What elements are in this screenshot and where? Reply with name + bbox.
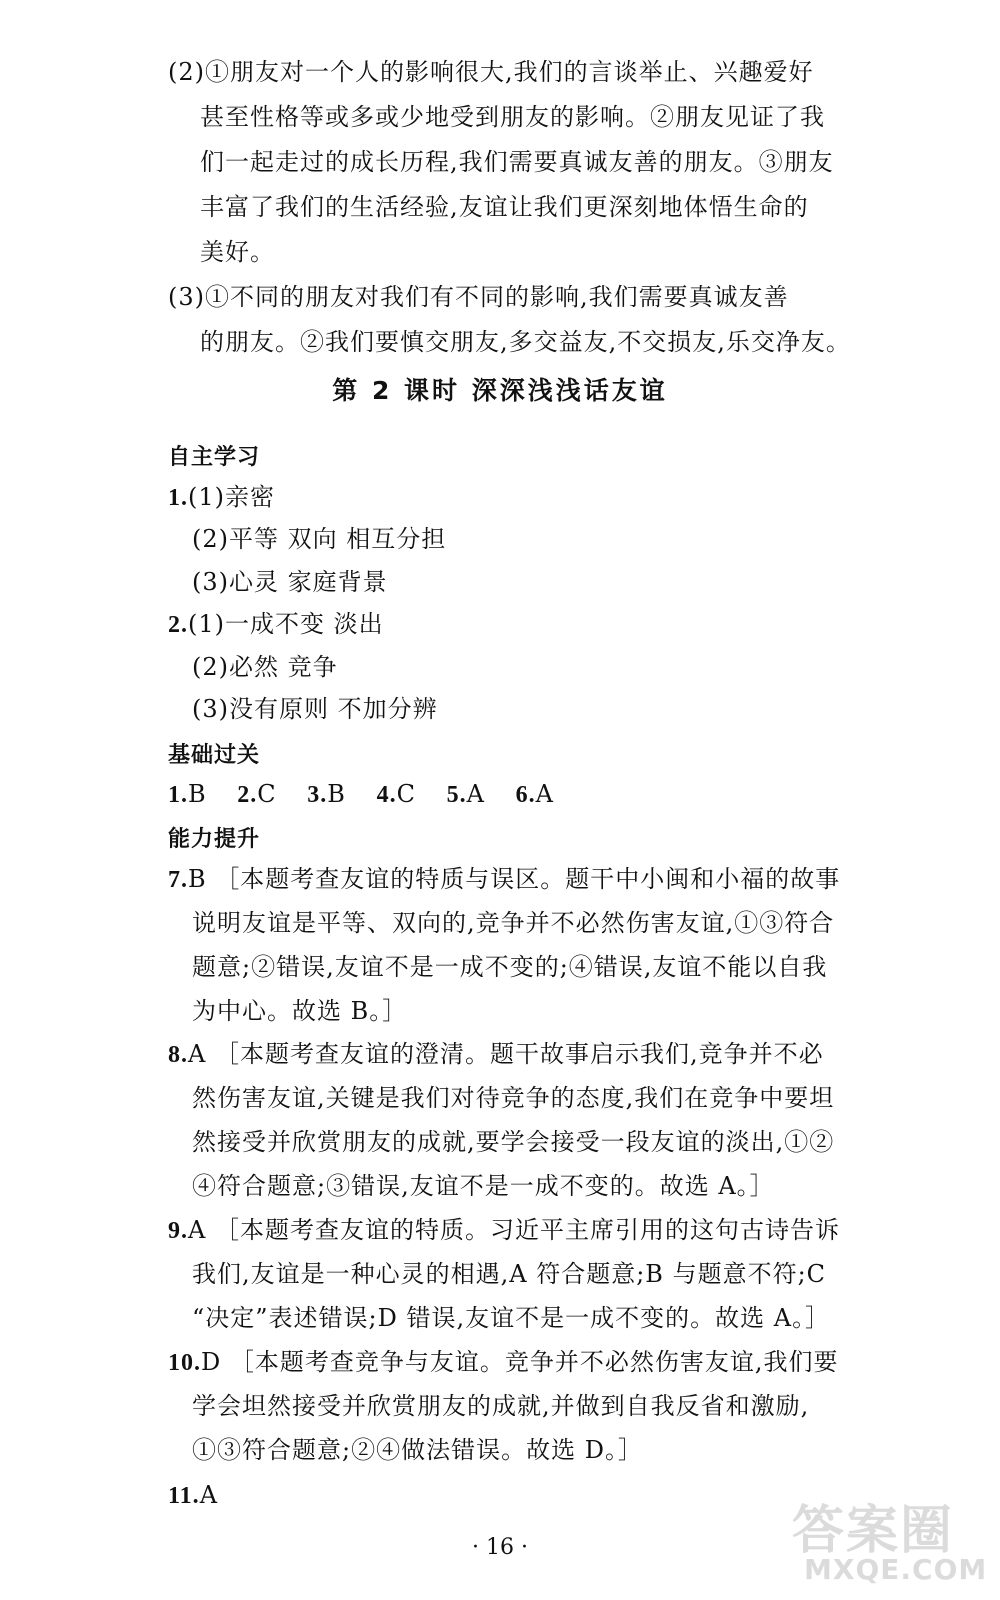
text-line: 丰富了我们的生活经验,友谊让我们更深刻地体悟生命的 xyxy=(200,193,809,221)
answer-item: 6.A xyxy=(515,780,554,808)
question-11 xyxy=(168,1478,218,1513)
question-9 xyxy=(168,1213,840,1248)
answer-text: (1)一成不变 淡出 xyxy=(188,610,384,638)
question-8 xyxy=(168,1037,824,1072)
answer-line: (2)必然 竞争 xyxy=(192,653,338,681)
answer-item: 1.B xyxy=(168,780,207,808)
question-number: 9. xyxy=(168,1218,188,1244)
text-line: 美好。 xyxy=(200,238,275,266)
question-10 xyxy=(168,1345,839,1380)
page-number: · 16 · xyxy=(472,1535,528,1560)
explanation-line: 题意;②错误,友谊不是一成不变的;④错误,友谊不能以自我 xyxy=(192,953,828,981)
question-number: 7. xyxy=(168,867,188,893)
explanation-line: A ［本题考查友谊的澄清。题干故事启示我们,竞争并不必 xyxy=(188,1040,824,1068)
answer-line: (2)平等 双向 相互分担 xyxy=(192,525,447,553)
answer-line: (3)心灵 家庭背景 xyxy=(192,568,388,596)
lesson-title: 第 2 课时 深深浅浅话友谊 xyxy=(332,376,668,405)
question-2 xyxy=(168,607,384,642)
answer-line: (3)没有原则 不加分辨 xyxy=(192,695,438,723)
question-7 xyxy=(168,862,840,897)
explanation-line: “决定”表述错误;D 错误,友谊不是一成不变的。故选 A。］ xyxy=(192,1304,831,1332)
section-heading-self-study: 自主学习 xyxy=(168,445,261,470)
explanation-line: 学会坦然接受并欣赏朋友的成就,并做到自我反省和激励, xyxy=(192,1392,810,1420)
text-line: (2)①朋友对一个人的影响很大,我们的言谈举止、兴趣爱好 xyxy=(168,58,814,86)
answer-text: (1)亲密 xyxy=(188,483,275,511)
explanation-line: 为中心。故选 B。］ xyxy=(192,997,408,1025)
watermark-url: MXQE.COM xyxy=(804,1553,988,1586)
watermark-text: 答案圈 xyxy=(792,1501,955,1561)
text-line: (3)①不同的朋友对我们有不同的影响,我们需要真诚友善 xyxy=(168,283,789,311)
question-number: 10. xyxy=(168,1350,201,1376)
explanation-line: ①③符合题意;②④做法错误。故选 D。］ xyxy=(192,1436,643,1464)
section-heading-basic: 基础过关 xyxy=(168,743,261,768)
explanation-line: ④符合题意;③错误,友谊不是一成不变的。故选 A。］ xyxy=(192,1172,775,1200)
answer-item: 5.A xyxy=(446,780,485,808)
explanation-line: 然伤害友谊,关键是我们对待竞争的态度,我们在竞争中要坦 xyxy=(192,1084,835,1112)
explanation-line: A ［本题考查友谊的特质。习近平主席引用的这句古诗告诉 xyxy=(188,1216,840,1244)
question-1 xyxy=(168,480,275,515)
answer-item: 2.C xyxy=(237,780,277,808)
text-line: 们一起走过的成长历程,我们需要真诚友善的朋友。③朋友 xyxy=(200,148,834,176)
question-number: 2. xyxy=(168,612,188,638)
answer-text: A xyxy=(199,1481,219,1509)
explanation-line: 我们,友谊是一种心灵的相遇,A 符合题意;B 与题意不符;C xyxy=(192,1260,827,1288)
question-number: 11. xyxy=(168,1483,200,1509)
text-line: 的朋友。②我们要慎交朋友,多交益友,不交损友,乐交净友。 xyxy=(200,328,851,356)
explanation-line: B ［本题考查友谊的特质与误区。题干中小闽和小福的故事 xyxy=(188,865,841,893)
answer-item: 4.C xyxy=(376,780,416,808)
explanation-line: 然接受并欣赏朋友的成就,要学会接受一段友谊的淡出,①② xyxy=(192,1128,835,1156)
explanation-line: 说明友谊是平等、双向的,竞争并不必然伤害友谊,①③符合 xyxy=(192,909,835,937)
basic-answers-row xyxy=(168,777,576,812)
text-line: 甚至性格等或多或少地受到朋友的影响。②朋友见证了我 xyxy=(200,103,825,131)
answer-item: 3.B xyxy=(307,780,346,808)
watermark-logo xyxy=(786,1488,986,1588)
question-number: 8. xyxy=(168,1042,188,1068)
explanation-line: D ［本题考查竞争与友谊。竞争并不必然伤害友谊,我们要 xyxy=(201,1348,839,1376)
section-heading-ability: 能力提升 xyxy=(168,827,261,852)
question-number: 1. xyxy=(168,485,188,511)
